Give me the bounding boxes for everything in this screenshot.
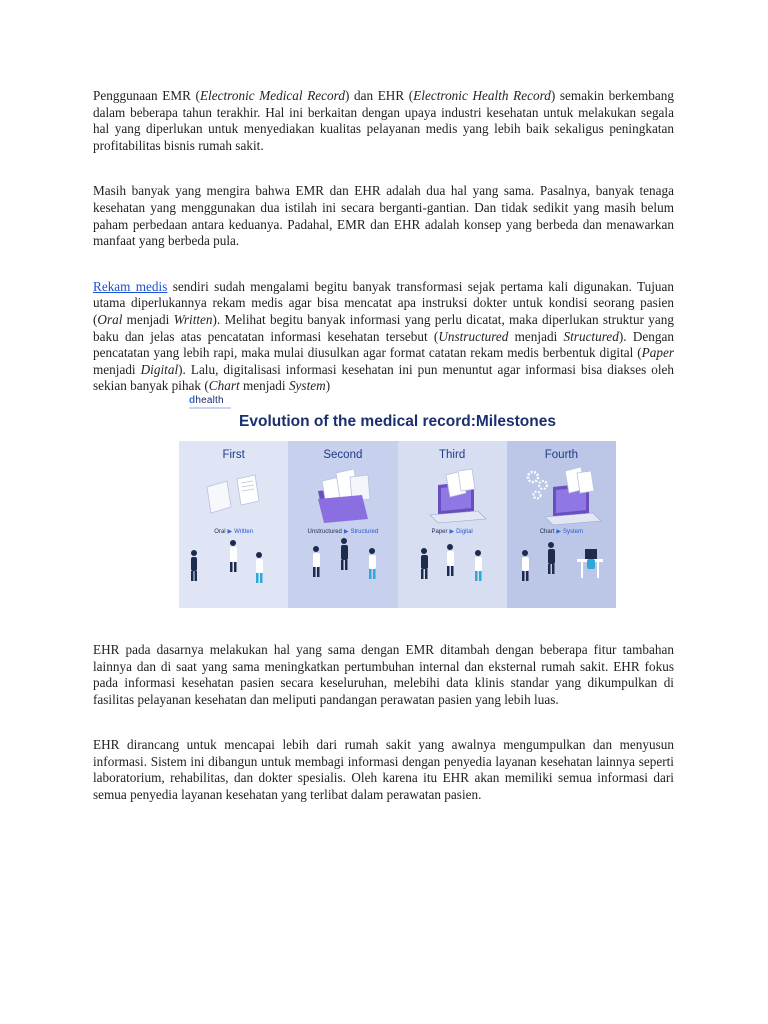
text-run: ). Dengan pencatatan yang lebih rapi, maka mulai diusulkan agar format catatan rekam medis berbentuk digital ( (93, 328, 674, 361)
text-run: sendiri sudah mengalami begitu banyak transformasi sejak pertama kali digunakan. Tujuan utama diperlukannya rekam medis agar bisa mencatat apa instruksi dokter untuk kondisi seorang pasien ( (93, 278, 674, 327)
text-run: ) (325, 378, 331, 394)
fourth-illustration (507, 441, 616, 608)
folder-icon (318, 469, 370, 523)
panel-title: Second (323, 448, 363, 461)
play-arrow-icon: ▶ (449, 528, 455, 535)
italic-term: Oral (97, 311, 123, 327)
first-illustration (179, 441, 288, 608)
laptop-icon (545, 467, 601, 525)
second-illustration (288, 441, 397, 608)
doctor-figure (191, 550, 197, 581)
italic-term: Structured (563, 328, 619, 344)
play-arrow-icon: ▶ (227, 528, 233, 535)
doctor-figure (522, 550, 529, 581)
text-run: menjadi (122, 311, 174, 327)
dhealth-logo: dhealth (189, 394, 224, 406)
doctor-figure (475, 550, 482, 581)
milestone-panels (179, 441, 616, 608)
italic-term: Electronic Medical Record (199, 88, 345, 103)
paragraph-3 (93, 279, 674, 395)
gear-icon (528, 472, 547, 499)
text-run: ) dan EHR ( (344, 88, 414, 103)
doctor-figure (369, 548, 376, 579)
milestone-panel-second (288, 441, 397, 608)
infographic-title: Evolution of the medical record:Milestones (239, 412, 556, 430)
desk-workstation-icon (577, 549, 603, 578)
italic-term: Chart (208, 378, 240, 394)
text-run: ) semakin berkembang dalam beberapa tahun terakhir. Hal ini berkaitan dengan upaya industri kesehatan untuk melakukan segala hal yang diperlukan untuk menyediakan kualitas pelayanan medis yang lebih baik sekaligus peningkatan profitabilitas bisnis rumah sakit. (93, 88, 675, 153)
doctor-figure (230, 540, 237, 572)
rekam-medis-link[interactable]: Rekam medis (93, 278, 168, 294)
text-run: menjadi (239, 378, 289, 394)
text-run: Penggunaan EMR ( (93, 88, 200, 103)
text-run: menjadi (508, 328, 564, 344)
doctor-figure (548, 542, 555, 574)
italic-term: Paper (641, 345, 674, 361)
italic-term: Unstructured (438, 328, 509, 344)
transition-caption: Paper ▶ Digital (431, 528, 473, 535)
doctor-figure (256, 552, 263, 583)
document-icon (207, 475, 259, 513)
milestone-panel-fourth (507, 441, 616, 608)
milestones-infographic (179, 394, 616, 613)
transition-caption: Unstructured ▶ Structured (307, 528, 379, 535)
text-run: ). Lalu, digitalisasi informasi kesehatan ini pun menuntut agar informasi bisa diakses oleh sekian banyak pihak ( (93, 361, 675, 394)
third-illustration (398, 441, 507, 608)
paragraph-1 (93, 88, 674, 154)
paragraph-2: Masih banyak yang mengira bahwa EMR dan EHR adalah dua hal yang sama. Pasalnya, banyak tenaga kesehatan yang menggunakan dua istilah ini secara berganti-gantian. Dan tidak sedikit yang masih belum paham perbedaan antara keduanya. Padahal, EMR dan EHR adalah konsep yang berbeda dan menawarkan manfaat yang berbeda pula. (93, 183, 674, 249)
doctor-figure (341, 538, 348, 570)
panel-title: Third (439, 448, 466, 461)
doctor-figure (313, 546, 320, 577)
paragraph-5: EHR dirancang untuk mencapai lebih dari rumah sakit yang awalnya mengumpulkan dan menyusun informasi. Sistem ini dibangun untuk membagi informasi dengan penyedia layanan kesehatan lainnya seperti laboratorium, rehabilitas, dan dokter spesialis. Oleh karena itu EHR akan memiliki semua informasi dari semua penyedia layanan kesehatan yang terlibat dalam perawatan pasien. (93, 737, 674, 803)
logo-underline (189, 407, 231, 409)
italic-term: Written (173, 311, 213, 327)
italic-term: Digital (140, 361, 179, 377)
italic-term: System (288, 378, 326, 394)
panel-title: Fourth (544, 448, 578, 461)
transition-caption: Oral ▶ Written (214, 528, 254, 535)
panel-title: First (222, 448, 245, 461)
laptop-icon (430, 469, 486, 523)
milestone-panel-first (179, 441, 288, 608)
paragraph-4: EHR pada dasarnya melakukan hal yang sama dengan EMR ditambah dengan beberapa fitur tambahan lainnya dan di saat yang sama meningkatkan pertumbuhan internal dan eksternal rumah sakit. EHR fokus pada informasi kesehatan pasien secara keseluruhan, melebihi data klinis standar yang dikumpulkan di fasilitas pelayanan kesehatan dan meliputi pandangan perawatan pasien yang lebih luas. (93, 641, 674, 707)
milestone-panel-third (398, 441, 507, 608)
play-arrow-icon: ▶ (343, 528, 349, 535)
transition-caption: Chart ▶ System (539, 528, 584, 535)
play-arrow-icon: ▶ (556, 528, 562, 535)
text-run: menjadi (93, 361, 141, 377)
text-run: ). Melihat begitu banyak informasi yang perlu dicatat, maka diperlukan struktur yang baku dan jelas atas pencatatan informasi kesehatan tersebut ( (93, 311, 674, 344)
italic-term: Electronic Health Record (413, 88, 551, 103)
doctor-figure (447, 544, 454, 576)
document-page (93, 88, 674, 804)
doctor-figure (421, 548, 428, 579)
